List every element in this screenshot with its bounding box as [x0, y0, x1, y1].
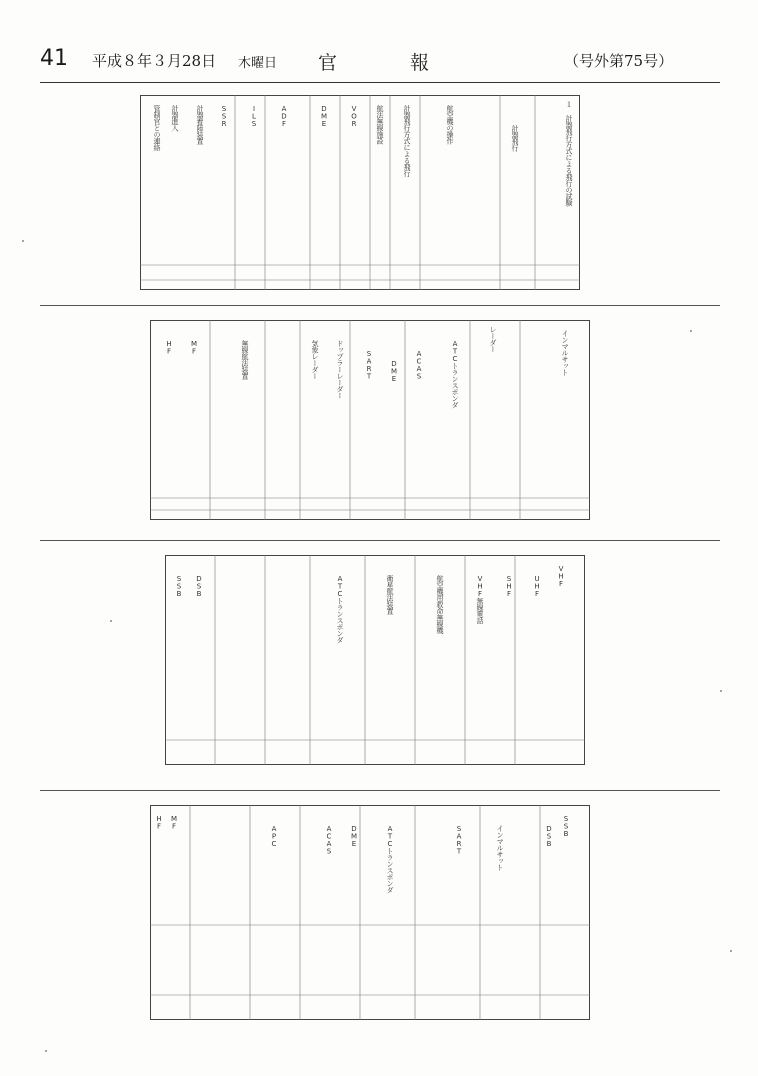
section-line: SART [365, 350, 373, 380]
weekday: 木曜日 [238, 56, 278, 71]
section-line: HF [165, 340, 173, 355]
scan-speck [110, 620, 112, 622]
section-line: 管制官との連絡 [153, 105, 161, 151]
section-line: ACAS [325, 825, 333, 855]
table-band-3 [165, 555, 585, 765]
section-line: 計器飛行方式による飛行 [403, 105, 411, 177]
header-rule [40, 82, 720, 83]
gazette-title-left: 官 [318, 52, 338, 74]
section-line: SHF [505, 575, 513, 598]
page-number: 41 [40, 46, 68, 71]
table-grid-4 [150, 805, 590, 1020]
page-header [0, 40, 758, 80]
section-line: APC [270, 825, 278, 848]
section-line: インマルサット [496, 825, 504, 871]
band-divider [40, 305, 720, 306]
section-line: 気象レーダー [311, 340, 319, 379]
scan-speck [22, 240, 24, 242]
table-band-4 [150, 805, 590, 1020]
band-divider [40, 790, 720, 791]
section-line: 計器進入 [171, 105, 179, 131]
table-band-1 [140, 95, 580, 290]
section-line: ACAS [415, 350, 423, 380]
section-line: SART [455, 825, 463, 855]
section-line: ADF [280, 105, 288, 128]
section-line: DSB [195, 575, 203, 598]
table-grid-3 [165, 555, 585, 765]
section-line: 航法無線施設 [376, 105, 384, 144]
issue-date: 平成８年３月28日 [92, 52, 217, 70]
scan-speck [730, 950, 732, 952]
section-line: UHF [533, 575, 541, 598]
issue-number: （号外第75号） [564, 52, 674, 70]
table-band-2 [150, 320, 590, 520]
section-line: 無線航法装置 [241, 340, 249, 379]
section-line: HF [155, 815, 163, 830]
section-line: ILS [250, 105, 258, 128]
section-line: 衛星航法装置 [386, 575, 394, 614]
section-line: ATCトランスポンダ [336, 575, 344, 643]
section-line: SSB [175, 575, 183, 598]
section-line: DME [390, 360, 398, 383]
section-line: DME [350, 825, 358, 848]
section-line: ATCトランスポンダ [386, 825, 394, 893]
section-heading: VHF [557, 565, 565, 588]
section-line: 計器着陸装置 [196, 105, 204, 144]
gazette-title-right: 報 [410, 52, 430, 74]
scan-speck [720, 690, 722, 692]
section-heading: １ 計器飛行方式による飛行の試験 [565, 101, 573, 206]
section-line: 計器飛行 [511, 125, 519, 151]
section-line: MF [170, 815, 178, 830]
section-line: ATCトランスポンダ [451, 340, 459, 408]
scan-speck [45, 1050, 47, 1052]
section-line: VHF無線電話 [476, 575, 484, 624]
section-line: DSB [545, 825, 553, 848]
section-line: MF [190, 340, 198, 355]
scan-speck [690, 330, 692, 332]
section-line: ドップラーレーダー [336, 340, 344, 399]
section-line: インマルサット [561, 330, 569, 376]
section-line: 航空機用救命無線機 [436, 575, 444, 634]
section-line: SSR [220, 105, 228, 128]
section-line: VOR [350, 105, 358, 128]
section-heading: レーダー [489, 326, 497, 352]
section-heading: SSB [562, 815, 570, 838]
band-divider [40, 540, 720, 541]
section-line: 航空機の操作 [446, 105, 454, 144]
section-line: DME [320, 105, 328, 128]
